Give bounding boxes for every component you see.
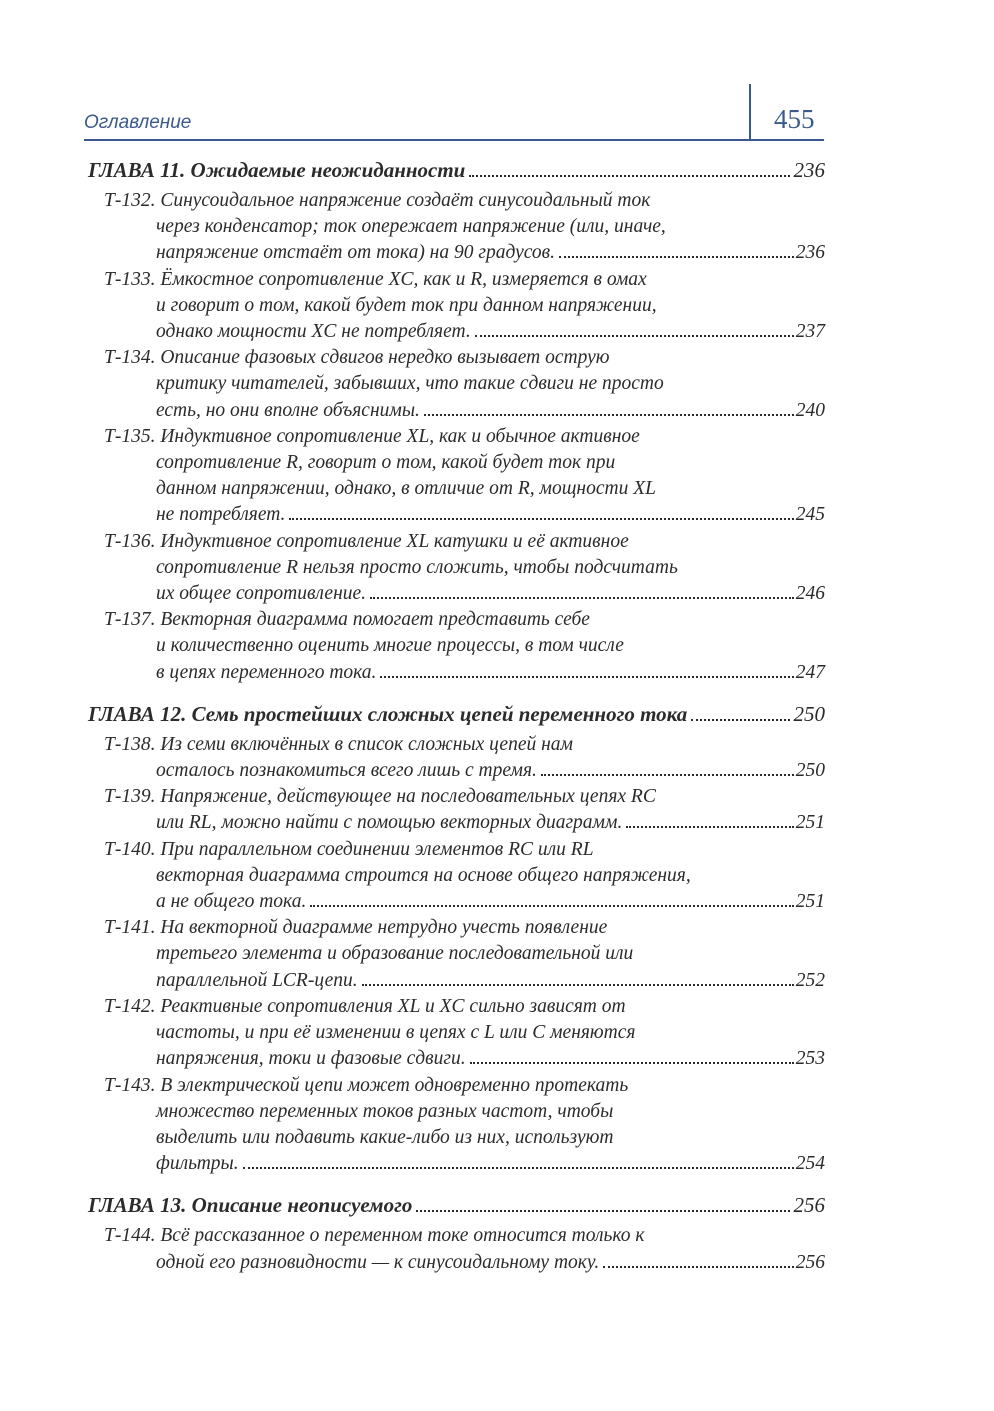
toc-entry[interactable] xyxy=(88,424,825,529)
entry-line: одной его разновидности — к синусоидальному току. xyxy=(156,1251,600,1273)
entry-line: их общее сопротивление. xyxy=(156,583,367,605)
chapter-heading[interactable] xyxy=(88,700,825,728)
entry-line: Т-143. В электрической цепи может одновременно протекать xyxy=(104,1074,629,1096)
chapter-11 xyxy=(88,156,825,686)
toc-entry[interactable] xyxy=(88,837,825,916)
toc-entry[interactable] xyxy=(88,1073,825,1178)
entry-line: Т-135. Индуктивное сопротивление XL, как и обычное активное xyxy=(104,425,640,447)
entry-last-line xyxy=(104,398,825,424)
entry-page: 250 xyxy=(795,760,825,782)
entry-line: Т-136. Индуктивное сопротивление XL катушки и её активное xyxy=(104,530,629,552)
dot-leader xyxy=(469,175,789,177)
entry-line: Т-132. Синусоидальное напряжение создаёт синусоидальный ток xyxy=(104,190,651,211)
toc-entry[interactable] xyxy=(88,784,825,836)
entry-last-line xyxy=(104,1151,825,1177)
toc-entry[interactable] xyxy=(88,529,825,608)
entry-last-line xyxy=(104,660,825,686)
entry-line: данном напряжении, однако, в отличие от R, мощности XL xyxy=(156,478,656,500)
chapter-title: ГЛАВА 13. Описание неописуемого xyxy=(88,1193,413,1218)
entry-line: третьего элемента и образование последовательной или xyxy=(156,943,634,965)
running-title: Оглавление xyxy=(84,112,192,133)
entry-line: осталось познакомиться всего лишь с тремя. xyxy=(156,760,537,782)
chapter-heading[interactable] xyxy=(88,1191,825,1219)
dot-leader xyxy=(289,518,793,520)
toc-entry[interactable] xyxy=(88,188,825,267)
toc-entry[interactable] xyxy=(88,732,825,784)
entry-line: Т-138. Из семи включённых в список сложных цепей нам xyxy=(104,733,573,755)
dot-leader xyxy=(243,1167,794,1169)
dot-leader xyxy=(424,414,794,416)
entry-last-line xyxy=(104,502,825,528)
entry-line: в цепях переменного тока. xyxy=(156,661,377,683)
chapter-title: ГЛАВА 12. Семь простейших сложных цепей переменного тока xyxy=(88,701,688,726)
entry-line: не потребляет. xyxy=(156,504,286,526)
entry-last-line xyxy=(104,810,825,836)
entry-line: Т-139. Напряжение, действующее на последовательных цепях RC xyxy=(104,786,656,808)
entry-line: и говорит о том, какой будет ток при данном напряжении, xyxy=(156,294,657,316)
entry-page: 253 xyxy=(795,1048,825,1070)
dot-leader xyxy=(626,826,793,828)
entry-line: Т-137. Векторная диаграмма помогает представить себе xyxy=(104,609,590,631)
entry-line: однако мощности XC не потребляет. xyxy=(156,321,471,343)
entry-line: или RL, можно найти с помощью векторных диаграмм. xyxy=(156,812,623,834)
entry-last-line xyxy=(104,240,825,266)
entry-line: а не общего тока. xyxy=(156,891,307,913)
dot-leader xyxy=(380,676,793,678)
entry-page: 236 xyxy=(795,242,825,264)
chapter-page: 250 xyxy=(793,701,825,726)
entry-line: сопротивление R, говорит о том, какой будет ток при xyxy=(156,452,616,474)
entry-line: через конденсатор; ток опережает напряжение (или, иначе, xyxy=(156,216,666,238)
dot-leader xyxy=(541,774,794,776)
dot-leader xyxy=(416,1210,789,1212)
entry-line: Т-140. При параллельном соединении элементов RC или RL xyxy=(104,838,594,860)
dot-leader xyxy=(603,1266,794,1268)
table-of-contents xyxy=(88,156,825,1290)
entry-line: и количественно оценить многие процессы, в том числе xyxy=(156,635,624,657)
entry-last-line xyxy=(104,889,825,915)
dot-leader xyxy=(475,335,794,337)
entry-line: Т-133. Ёмкостное сопротивление XC, как и R, измеряется в омах xyxy=(104,268,647,290)
entry-page: 245 xyxy=(795,504,825,526)
entry-page: 251 xyxy=(795,891,825,913)
toc-entry[interactable] xyxy=(88,267,825,346)
dot-leader xyxy=(559,256,794,258)
toc-entry[interactable] xyxy=(88,1223,825,1275)
page-header xyxy=(84,84,824,144)
chapter-13 xyxy=(88,1191,825,1275)
dot-leader xyxy=(362,984,794,986)
entry-page: 246 xyxy=(795,583,825,605)
entry-last-line xyxy=(104,581,825,607)
entry-line: параллельной LCR-цепи. xyxy=(156,969,358,991)
entry-line: Т-144. Всё рассказанное о переменном токе относится только к xyxy=(104,1225,645,1247)
dot-leader xyxy=(310,905,793,907)
toc-entry[interactable] xyxy=(88,915,825,994)
entry-page: 251 xyxy=(795,812,825,834)
entry-line: выделить или подавить какие-либо из них, используют xyxy=(156,1126,614,1148)
dot-leader xyxy=(470,1062,794,1064)
chapter-title: ГЛАВА 11. Ожидаемые неожиданности xyxy=(88,158,466,182)
entry-line: фильтры. xyxy=(156,1153,239,1175)
entry-last-line xyxy=(104,1046,825,1072)
entry-page: 247 xyxy=(795,661,825,683)
entry-last-line xyxy=(104,1250,825,1276)
entry-page: 254 xyxy=(795,1153,825,1175)
header-divider xyxy=(749,84,751,140)
page-number: 455 xyxy=(774,104,815,134)
entry-page: 240 xyxy=(795,399,825,421)
chapter-heading[interactable] xyxy=(88,156,825,184)
entry-line: критику читателей, забывших, что такие сдвиги не просто xyxy=(156,373,664,395)
toc-entry[interactable] xyxy=(88,994,825,1073)
entry-line: Т-142. Реактивные сопротивления XL и XC сильно зависят от xyxy=(104,995,626,1017)
entry-line: напряжения, токи и фазовые сдвиги. xyxy=(156,1048,466,1070)
chapter-page: 236 xyxy=(793,158,825,182)
entry-line: Т-141. На векторной диаграмме нетрудно учесть появление xyxy=(104,917,608,939)
entry-line: множество переменных токов разных частот, чтобы xyxy=(156,1100,614,1122)
entry-page: 237 xyxy=(795,321,825,343)
chapter-12 xyxy=(88,700,825,1177)
entry-line: напряжение отстаёт от тока) на 90 градусов. xyxy=(156,242,555,264)
entry-last-line xyxy=(104,758,825,784)
entry-line: векторная диаграмма строится на основе общего напряжения, xyxy=(156,864,691,886)
entry-page: 252 xyxy=(795,969,825,991)
entry-line: сопротивление R нельзя просто сложить, чтобы подсчитать xyxy=(156,556,678,578)
header-rule xyxy=(84,139,824,141)
entry-page: 256 xyxy=(795,1251,825,1273)
toc-entry[interactable] xyxy=(88,345,825,424)
entry-last-line xyxy=(104,968,825,994)
dot-leader xyxy=(691,719,789,721)
entry-line: Т-134. Описание фазовых сдвигов нередко вызывает острую xyxy=(104,347,610,369)
toc-entry[interactable] xyxy=(88,607,825,686)
entry-line: есть, но они вполне объяснимы. xyxy=(156,399,420,421)
chapter-page: 256 xyxy=(793,1193,825,1218)
dot-leader xyxy=(370,597,794,599)
entry-line: частоты, и при её изменении в цепях с L или C меняются xyxy=(156,1022,636,1044)
entry-last-line xyxy=(104,319,825,345)
